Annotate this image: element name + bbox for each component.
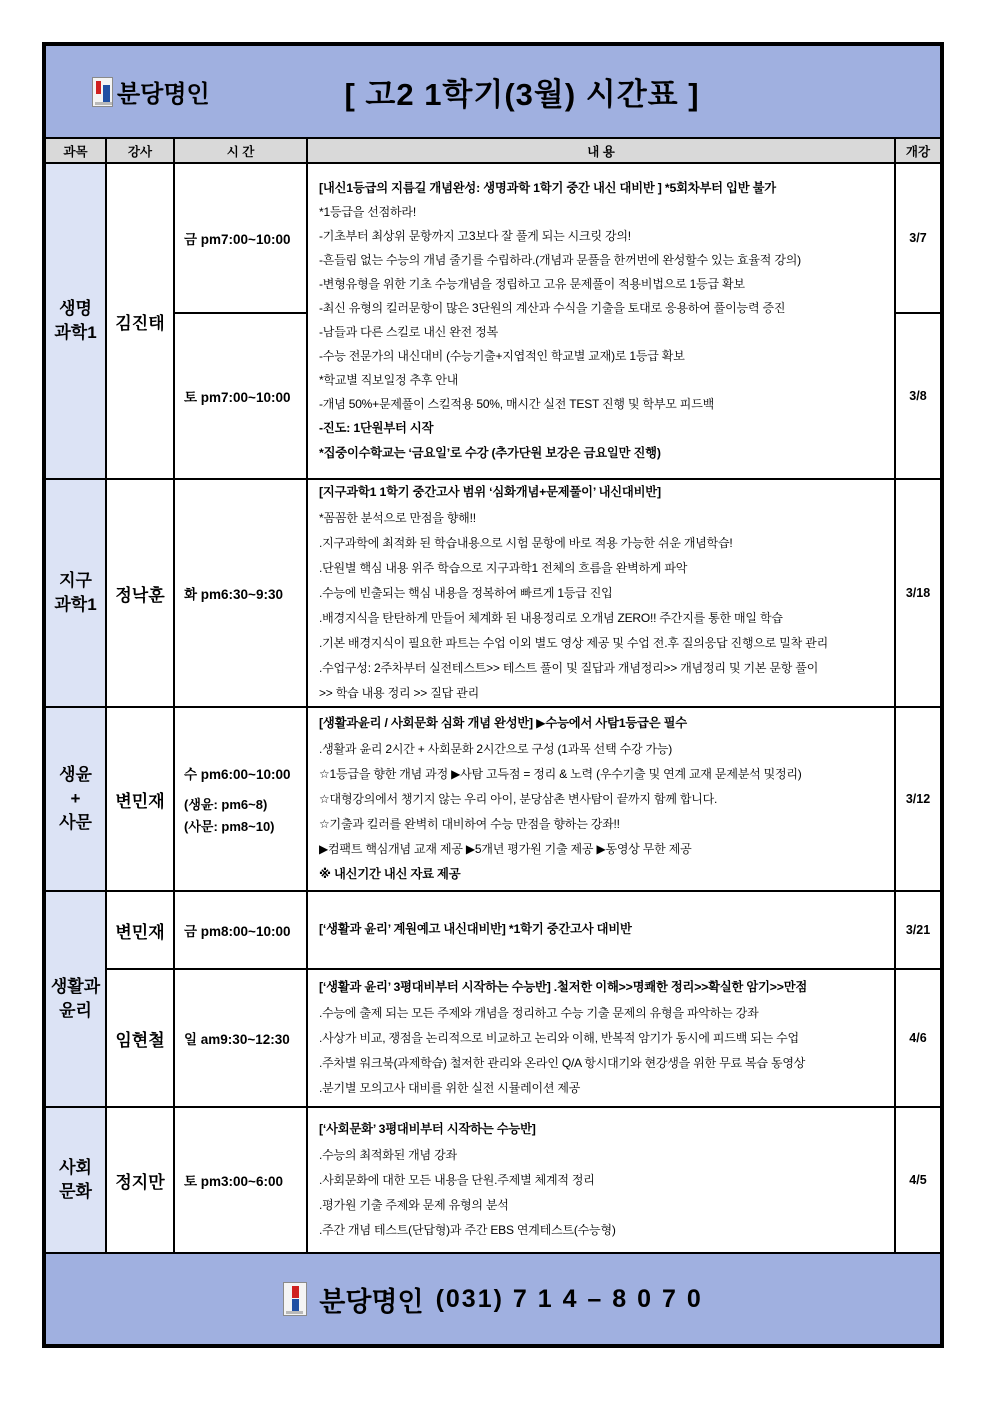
subject-line: 생활과 <box>50 977 101 997</box>
content-line: .생활과 윤리 2시간 + 사회문화 2시간으로 구성 (1과목 선택 수강 가능) <box>319 741 673 756</box>
time-cell <box>175 164 308 314</box>
content-line: .평가원 기출 주제와 문제 유형의 분석 <box>319 1197 509 1212</box>
time-cell <box>175 708 308 892</box>
time-text: 화 pm6:30~9:30 <box>184 587 283 602</box>
column-header-teacher: 강사 <box>107 139 175 164</box>
content-line: .분기별 모의고사 대비를 위한 실전 시뮬레이션 제공 <box>319 1080 581 1095</box>
time-text: 금 pm8:00~10:00 <box>184 924 291 939</box>
content-line: -최신 유형의 킬러문항이 많은 3단원의 계산과 수식을 기출을 토대로 응용하여 풀이능력 증진 <box>319 301 786 316</box>
time-cell <box>175 892 308 970</box>
start-date-cell: 3/12 <box>896 708 940 892</box>
start-date-cell: 3/21 <box>896 892 940 970</box>
content-cell <box>308 1108 896 1254</box>
start-date-cell: 3/7 <box>896 164 940 314</box>
time-text: 수 pm6:00~10:00 <box>184 767 291 782</box>
footer-phone: (031) 7 1 4 – 8 0 7 0 <box>435 1284 703 1313</box>
page-title: [ 고2 1학기(3월) 시간표 ] <box>344 77 700 112</box>
content-cell <box>308 892 896 970</box>
content-cell <box>308 708 896 892</box>
column-header-start: 개강 <box>896 139 940 164</box>
footer <box>46 1254 940 1344</box>
content-line: -개념 50%+문제풀이 스킬적용 50%, 매시간 실전 TEST 진행 및 학부모 피드백 <box>319 397 714 412</box>
table-header <box>46 46 940 139</box>
content-line: *꼼꼼한 분석으로 만점을 향해!! <box>319 510 476 525</box>
teacher-cell: 변민재 <box>107 708 175 892</box>
content-line: .단원별 핵심 내용 위주 학습으로 지구과학1 전체의 흐름을 완벽하게 파악 <box>319 560 688 575</box>
time-cell <box>175 970 308 1108</box>
time-subtext: (사문: pm8~10) <box>184 819 275 834</box>
subject-line: 윤리 <box>59 1001 92 1020</box>
subject-line: 사문 <box>59 812 92 832</box>
subject-line: 문화 <box>59 1182 92 1201</box>
column-header-time: 시 간 <box>175 139 308 164</box>
column-header-subject: 과목 <box>46 139 107 164</box>
content-line: ☆기출과 킬러를 완벽히 대비하여 수능 만점을 향하는 강좌!! <box>319 816 620 831</box>
content-line: .배경지식을 탄탄하게 만들어 체계화 된 내용정리로 오개념 ZERO!! 주간지를 통한 매일 학습 <box>319 610 783 625</box>
subject-line: 사회 <box>59 1158 92 1178</box>
content-line: ※ 내신기간 내신 자료 제공 <box>319 866 461 881</box>
subject-line: + <box>70 789 81 809</box>
time-text: 토 pm7:00~10:00 <box>184 390 291 405</box>
teacher-cell: 정지만 <box>107 1108 175 1254</box>
content-cell <box>308 480 896 708</box>
content-line: *집중이수학교는 ‘금요일’로 수강 (추가단원 보강은 금요일만 진행) <box>319 445 661 460</box>
content-line: [‘사회문화’ 3평대비부터 시작하는 수능반] <box>319 1122 536 1137</box>
content-line: .수능에 출제 되는 모든 주제와 개념을 정리하고 수능 기출 문제의 유형을 파악하는 강좌 <box>319 1005 759 1020</box>
time-text: 일 am9:30~12:30 <box>184 1032 290 1047</box>
content-line: >> 학습 내용 정리 >> 질답 관리 <box>319 685 479 700</box>
time-cell <box>175 1108 308 1254</box>
content-line: [지구과학1 1학기 중간고사 범위 ‘심화개념+문제풀이’ 내신대비반] <box>319 485 661 500</box>
subject-cell <box>46 708 107 892</box>
content-line: .수능에 빈출되는 핵심 내용을 정복하여 빠르게 1등급 진입 <box>319 585 613 600</box>
content-line: [‘생활과 윤리’ 계원예고 내신대비반] *1학기 중간고사 대비반 <box>319 922 632 937</box>
content-line: *1등급을 선점하라! <box>319 205 416 220</box>
subject-line: 과학1 <box>54 323 97 342</box>
content-line: -남들과 다른 스킬로 내신 완전 정복 <box>319 325 498 340</box>
content-line: -진도: 1단원부터 시작 <box>319 421 434 436</box>
content-line: .사회문화에 대한 모든 내용을 단원.주제별 체계적 정리 <box>319 1172 595 1187</box>
content-line: .주간 개념 테스트(단답형)과 주간 EBS 연계테스트(수능형) <box>319 1222 616 1237</box>
subject-line: 생명 <box>59 299 92 319</box>
content-line: .기본 배경지식이 필요한 파트는 수업 이외 별도 영상 제공 및 수업 전.후 질의응답 진행으로 밀착 관리 <box>319 635 828 650</box>
teacher-cell: 임현철 <box>107 970 175 1108</box>
content-line: ▶컴팩트 핵심개념 교재 제공 ▶5개년 평가원 기출 제공 ▶동영상 무한 제공 <box>319 841 692 856</box>
content-line: .주차별 워크북(과제학습) 철저한 관리와 온라인 Q/A 항시대기와 현강생을 위한 무료 복습 동영상 <box>319 1055 806 1070</box>
subject-line: 과학1 <box>54 595 97 614</box>
academy-logo-icon <box>283 1282 307 1316</box>
time-text: 토 pm3:00~6:00 <box>184 1174 283 1189</box>
content-line: -수능 전문가의 내신대비 (수능기출+지엽적인 학교별 교재)로 1등급 확보 <box>319 349 685 364</box>
subject-line: 생윤 <box>59 765 92 785</box>
footer-academy-name: 분당명인 <box>319 1286 424 1317</box>
content-line: [생활과윤리 / 사회문화 심화 개념 완성반] ▶수능에서 사탐1등급은 필수 <box>319 716 687 731</box>
academy-name: 분당명인 <box>117 81 210 108</box>
start-date-cell: 4/6 <box>896 970 940 1108</box>
start-date-cell: 4/5 <box>896 1108 940 1254</box>
content-line: .수업구성: 2주차부터 실전테스트>> 테스트 풀이 및 질답과 개념정리>> 개념정리 및 기본 문항 풀이 <box>319 660 819 675</box>
subject-cell <box>46 164 107 480</box>
content-cell <box>308 164 896 480</box>
academy-logo-icon <box>92 77 113 107</box>
content-line: .사상가 비교, 쟁점을 논리적으로 비교하고 논리와 이해, 반복적 암기가 동시에 피드백 되는 수업 <box>319 1030 799 1045</box>
teacher-cell: 김진태 <box>107 164 175 480</box>
content-line: ☆대형강의에서 챙기지 않는 우리 아이, 분당삼촌 변사탐이 끝까지 함께 합니다. <box>319 791 718 806</box>
schedule-table <box>42 42 944 1348</box>
content-line: ☆1등급을 향한 개념 과정 ▶사탐 고득점 = 정리 & 노력 (우수기출 및 연계 교재 문제분석 및정리) <box>319 766 802 781</box>
content-line: -흔들림 없는 수능의 개념 줄기를 수립하라.(개념과 문풀을 한꺼번에 완성할수 있는 효율적 강의) <box>319 253 801 268</box>
content-line: *학교별 직보일정 추후 안내 <box>319 373 459 388</box>
column-header-content: 내 용 <box>308 139 896 164</box>
subject-cell <box>46 892 107 1108</box>
time-text: 금 pm7:00~10:00 <box>184 232 291 247</box>
brand <box>92 46 210 137</box>
start-date-cell: 3/18 <box>896 480 940 708</box>
time-subtext: (생윤: pm6~8) <box>184 797 268 812</box>
content-line: -변형유형을 위한 기초 수능개념을 정립하고 고유 문제풀이 적용비법으로 1등급 확보 <box>319 277 745 292</box>
time-cell <box>175 480 308 708</box>
content-line: [내신1등급의 지름길 개념완성: 생명과학 1학기 중간 내신 대비반 ] *5회차부터 입반 불가 <box>319 180 776 195</box>
teacher-cell: 정낙훈 <box>107 480 175 708</box>
content-line: .수능의 최적화된 개념 강좌 <box>319 1147 457 1162</box>
subject-cell <box>46 480 107 708</box>
subject-line: 지구 <box>59 571 92 591</box>
start-date-cell: 3/8 <box>896 314 940 480</box>
content-line: -기초부터 최상위 문항까지 고3보다 잘 풀게 되는 시크릿 강의! <box>319 229 631 244</box>
teacher-cell: 변민재 <box>107 892 175 970</box>
time-cell <box>175 314 308 480</box>
content-line: [‘생활과 윤리’ 3평대비부터 시작하는 수능반] .철저한 이해>>명쾌한 정리>>확실한 암기>>만점 <box>319 980 808 995</box>
content-cell <box>308 970 896 1108</box>
content-line: .지구과학에 최적화 된 학습내용으로 시험 문항에 바로 적용 가능한 쉬운 개념학습! <box>319 535 733 550</box>
subject-cell <box>46 1108 107 1254</box>
